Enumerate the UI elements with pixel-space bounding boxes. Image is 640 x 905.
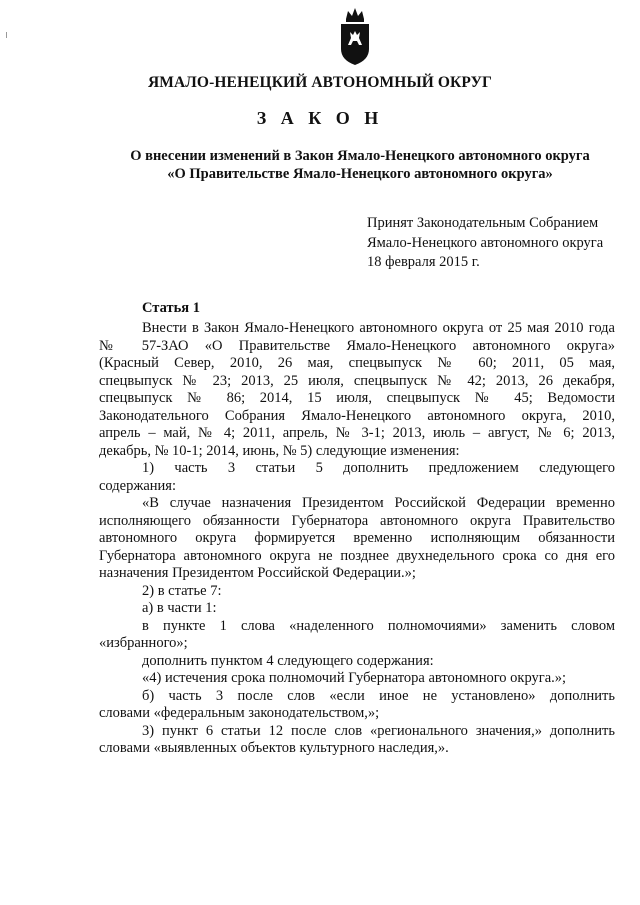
document-type: З А К О Н — [256, 108, 384, 128]
text-line: словами «федеральным законодательством,»; — [99, 705, 380, 721]
text-line: словами «выявленных объектов культурного наследия,». — [99, 740, 449, 756]
text-line: дополнить пунктом 4 следующего содержания: — [142, 652, 434, 669]
text-line: (Красный Север, 2010, 26 мая, спецвыпуск № 60; 2011, 05 мая, — [99, 355, 615, 371]
coat-of-arms-icon — [336, 5, 374, 67]
text-line: 2) в статье 7: — [142, 582, 222, 599]
law-title — [60, 147, 640, 183]
scan-mark — [6, 32, 7, 38]
text-line: б) часть 3 после слов «если иное не установлено» дополнить — [142, 687, 615, 704]
text-line: исполняющего обязанности Губернатора автономного округа Правительство — [99, 512, 615, 529]
text-line: в пункте 1 слова «наделенного полномочиями» заменить словом — [142, 617, 615, 634]
text-line: спецвыпуск № 23; 2013, 25 июля, спецвыпуск № 42; 2013, 26 декабря, — [99, 372, 615, 389]
text-line: № 57-ЗАО «О Правительстве Ямало-Ненецкого автономного округа» — [99, 337, 615, 354]
adoption-note — [367, 214, 603, 273]
text-line: 3) пункт 6 статьи 12 после слов «регионального значения,» дополнить — [142, 722, 615, 739]
text-line: автономного округа формируется временно исполняющим обязанности — [99, 530, 615, 546]
law-title-line: «О Правительстве Ямало-Ненецкого автономного округа» — [167, 166, 553, 182]
text-line: «В случае назначения Президентом Российской Федерации временно — [142, 495, 615, 511]
article-body — [99, 320, 615, 758]
text-line: апрель – май, № 4; 2011, апрель, № 3-1; 2013, июль – август, № 6; 2013, — [99, 425, 615, 441]
text-line: спецвыпуск № 86; 2014, 15 июля, спецвыпуск № 45; Ведомости — [99, 390, 615, 406]
text-line: назначения Президентом Российской Федерации.»; — [99, 565, 416, 581]
text-line: «4) истечения срока полномочий Губернатора автономного округа.»; — [142, 670, 567, 686]
text-line: «избранного»; — [99, 635, 188, 651]
adoption-date: 18 февраля 2015 г. — [367, 254, 480, 270]
region-name: ЯМАЛО-НЕНЕЦКИЙ АВТОНОМНЫЙ ОКРУГ — [147, 74, 493, 91]
text-line: Губернатора автономного округа не позднее двухнедельного срока со дня его — [99, 547, 615, 564]
law-title-line: О внесении изменений в Закон Ямало-Ненецкого автономного округа — [130, 148, 590, 164]
text-line: Законодательного Собрания Ямало-Ненецкого автономного округа, 2010, — [99, 407, 615, 424]
text-line: декабрь, № 10-1; 2014, июнь, № 5) следующие изменения: — [99, 442, 460, 459]
article-heading: Статья 1 — [142, 300, 200, 316]
adoption-line: Принят Законодательным Собранием — [367, 215, 599, 231]
adoption-line: Ямало-Ненецкого автономного округа — [367, 234, 604, 251]
text-line: Внести в Закон Ямало-Ненецкого автономного округа от 25 мая 2010 года — [142, 320, 615, 336]
text-line: 1) часть 3 статьи 5 дополнить предложением следующего — [142, 460, 615, 476]
text-line: а) в части 1: — [142, 600, 217, 616]
text-line: содержания: — [99, 477, 177, 494]
